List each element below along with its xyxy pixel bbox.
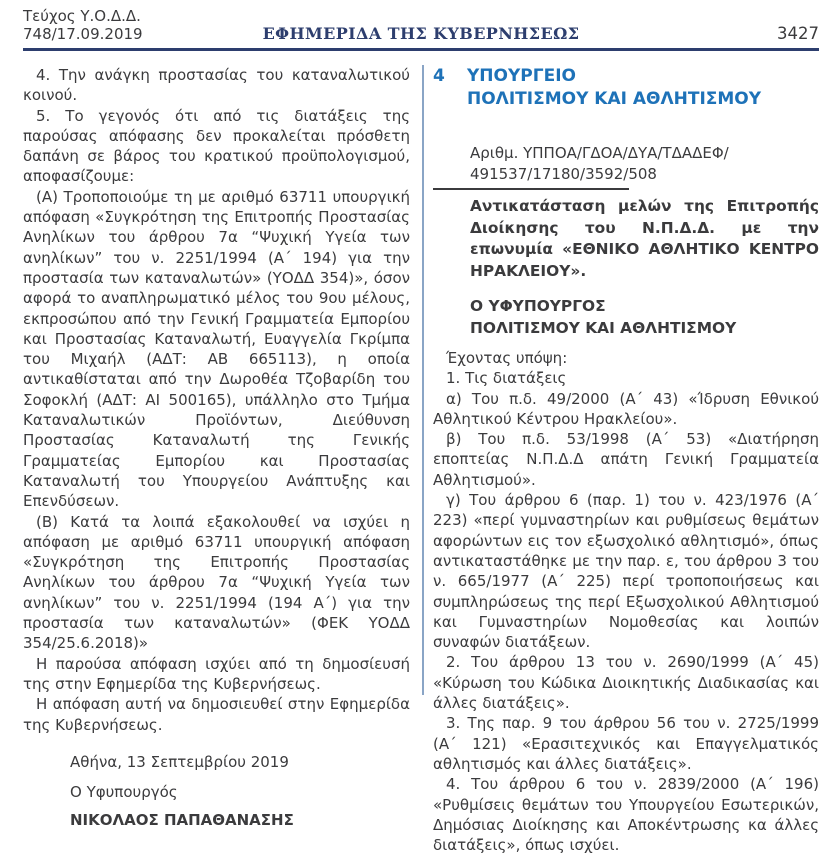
- paragraph: Έχοντας υπόψη:: [446, 349, 568, 367]
- paragraph: 5. Το γεγονός ότι από τις διατάξεις της παρούσας απόφασης δεν προκαλείται πρόσθετη δαπάνη σε βάρος του κρατικού προϋπολογισμού, αποφασίζουμε:: [23, 106, 410, 186]
- paragraph: 3. Της παρ. 9 του άρθρου 56 του ν. 2725/1999 (Α΄ 121) «Ερασιτεχνικός και Επαγγελματικός αθλητισμός και άλλες διατάξεις».: [433, 714, 819, 773]
- masthead: [0, 0, 840, 48]
- signature-place-date: Αθήνα, 13 Σεπτεμβρίου 2019: [70, 752, 289, 771]
- two-column-body: [0, 51, 840, 855]
- article-heading: [433, 65, 819, 111]
- signatory-name: ΝΙΚΟΛΑΟΣ ΠΑΠΑΘΑΝΑΣΗΣ: [70, 810, 294, 829]
- decision-preamble: [433, 348, 819, 855]
- paragraph: 4. Του άρθρου 6 του ν. 2839/2000 (Α΄ 196) «Ρυθμίσεις θεμάτων του Υπουργείου Εσωτερικών, Δημόσιας Διοίκησης και Αποκέντρωσης κα άλλες διατάξεις», όπως ισχύει.: [433, 775, 819, 855]
- signature-block: [70, 752, 410, 830]
- paragraph: α) Του π.δ. 49/2000 (Α΄ 43) «Ίδρυση Εθνικού Αθλητικού Κέντρου Ηρακλείου».: [433, 389, 819, 428]
- document-number-rule: [433, 188, 629, 190]
- paragraph: 2. Του άρθρου 13 του ν. 2690/1999 (Α΄ 45) «Κύρωση του Κώδικα Διοικητικής Διαδικασίας και άλλες διατάξεις».: [433, 653, 819, 713]
- gazette-title: ΕΦΗΜΕΡΙΔΑ ΤΗΣ ΚΥΒΕΡΝΗΣΕΩΣ: [262, 24, 580, 43]
- paragraph: 4. Την ανάγκη προστασίας του καταναλωτικού κοινού.: [23, 66, 410, 105]
- left-column: [23, 65, 410, 829]
- signatory-role: Ο Υφυπουργός: [70, 782, 178, 801]
- paragraph: γ) Του άρθρου 6 (παρ. 1) του ν. 423/1976 (Α΄ 223) «περί γυμναστηρίων και ρυθμίσεως θεμάτων αφορώντων εις τον εξωσχολικό αθλητισμό», όπως αντικαταστάθηκε με την παρ. ε, του άρθρου 3 του ν. 665/1977 (Α΄ 225) περί τροποποιήσεως και συμπληρώσεως της περί Εξωσχολικού Αθλητισμού και Γυμναστηρίων Νομοθεσίας και λοιπών συναφών διατάξεων.: [433, 491, 819, 652]
- document-number: Αριθμ. ΥΠΠΟΑ/ΓΔΟΑ/ΔΥΑ/ΤΔΑΔΕΦ/ 491537/17180/3592/508: [470, 144, 729, 183]
- article-number: 4: [433, 66, 445, 86]
- paragraph: 1. Τις διατάξεις: [446, 369, 567, 388]
- ministry-name: ΥΠΟΥΡΓΕΙΟ ΠΟΛΙΤΙΣΜΟΥ ΚΑΙ ΑΘΛΗΤΙΣΜΟΥ: [467, 66, 762, 109]
- issuing-authority: Ο ΥΦΥΠΟΥΡΓΟΣ ΠΟΛΙΤΙΣΜΟΥ ΚΑΙ ΑΘΛΗΤΙΣΜΟΥ: [470, 297, 737, 337]
- page-number: 3427: [777, 24, 819, 43]
- paragraph: β) Του π.δ. 53/1998 (Α΄ 53) «Διατήρηση εποπτείας Ν.Π.Δ.Δ απάτη Γενική Γραμματεία Αθλητισμού».: [433, 430, 819, 489]
- right-column: [433, 65, 819, 855]
- paragraph: (Α) Τροποποιούμε τη με αριθμό 63711 υπουργική απόφαση «Συγκρότηση της Επιτροπής Προστασίας Ανηλίκων του άρθρου 7α “Ψυχική Υγεία των ανηλίκων” του ν. 2251/1994 (Α΄ 194) για την προστασία των καταναλωτών» (ΥΟΔΔ 354)», όσον αφορά το αναπληρωματικό μέλος του 9ου μέλους, εκπροσώπου από την Γενική Γραμματεία Εμπορίου και Προστασίας Καταναλωτή, Ευαγγελία Γκρίμπα του Μιχαήλ (ΑΔΤ: ΑΒ 665113), η οποία αντικαθίσταται από την Δωροθέα Τζοβαρίδη του Σοφοκλή (ΑΔΤ: ΑΙ 500165), υπάλληλο στο Τμήμα Καταναλωτικών Προϊόντων, Διεύθυνση Προστασίας Καταναλωτή της Γενικής Γραμματείας Εμπορίου και Προστασίας Καταναλωτή του Υπουργείου Ανάπτυξης και Επενδύσεων.: [23, 187, 410, 511]
- paragraph: Η απόφαση αυτή να δημοσιευθεί στην Εφημερίδα της Κυβερνήσεως.: [23, 695, 410, 734]
- column-divider: [422, 65, 424, 695]
- paragraph: Η παρούσα απόφαση ισχύει από τη δημοσίευσή της στην Εφημερίδα της Κυβερνήσεως.: [23, 654, 410, 693]
- paragraph: (Β) Κατά τα λοιπά εξακολουθεί να ισχύει η απόφαση με αριθμό 63711 υπουργική απόφαση «Συγκρότηση της Επιτροπής Προστασίας Ανηλίκων του άρθρου 7α “Ψυχική Υγεία των ανηλίκων” του ν. 2251/1994 (194 Α΄) για την προστασία των καταναλωτών» (ΦΕΚ ΥΟΔΔ 354/25.6.2018)»: [23, 512, 410, 653]
- decision-subject: Αντικατάσταση μελών της Επιτροπής Διοίκησης του Ν.Π.Δ.Δ. με την επωνυμία «ΕΘΝΙΚΟ ΑΘΛΗΤΙΚΟ ΚΕΝΤΡΟ ΗΡΑΚΛΕΙΟΥ».: [470, 197, 819, 280]
- issue-label: Τεύχος Υ.Ο.Δ.Δ. 748/17.09.2019: [23, 7, 143, 43]
